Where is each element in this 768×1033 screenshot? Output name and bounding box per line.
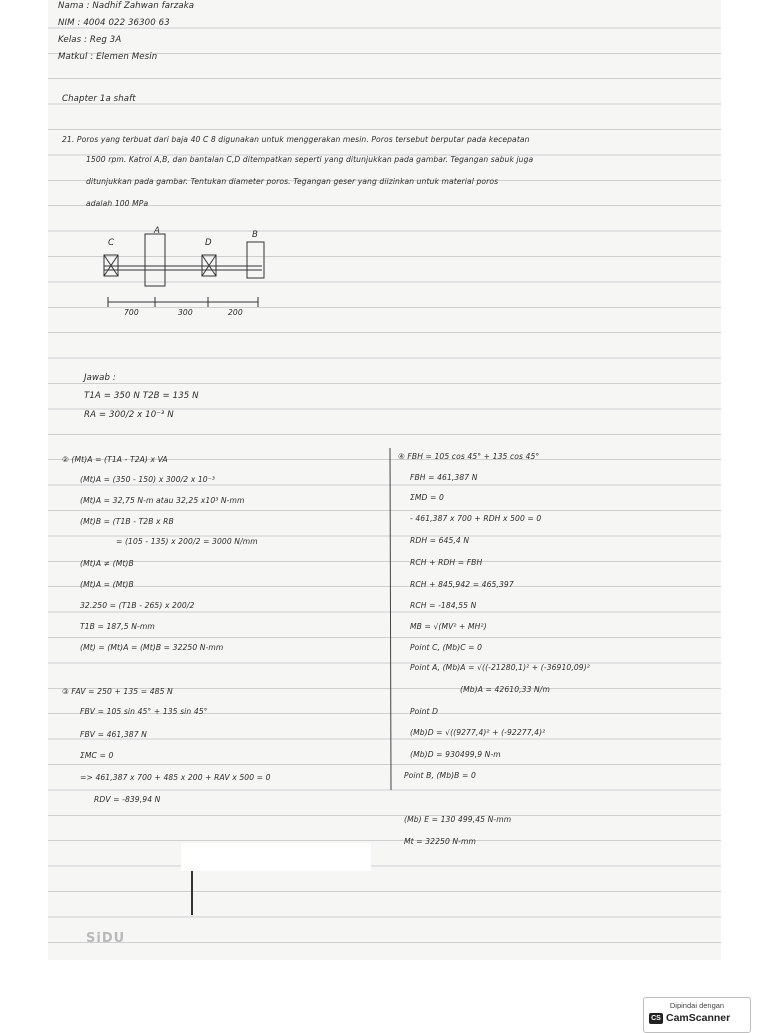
right-line: RCH + RDH = FBH xyxy=(410,558,483,567)
problem-line-2: 1500 rpm. Katrol A,B, dan bantalan C,D ditempatkan seperti yang ditunjukkan pada gambar. Tegangan sabuk juga xyxy=(86,155,534,164)
problem-line-4: adalah 100 MPa xyxy=(86,199,149,208)
left-line: (Mt)A = (350 - 150) x 300/2 x 10⁻³ xyxy=(80,475,215,484)
camscanner-logo-icon: CS xyxy=(649,1013,663,1024)
right-line: RCH + 845,942 = 465,397 xyxy=(410,580,514,589)
right-line: RCH = -184,55 N xyxy=(410,601,477,610)
left-line: (Mt)A = 32,75 N-m atau 32,25 x10³ N-mm xyxy=(80,496,245,505)
right-line: ④ FBH = 105 cos 45° + 135 cos 45° xyxy=(398,452,540,461)
right-line: RDH = 645,4 N xyxy=(410,536,470,545)
left-line: (Mt)A ≠ (Mt)B xyxy=(80,559,134,568)
right-line: (Mb)A = 42610,33 N/m xyxy=(460,685,550,694)
tension-values: T1A = 350 N T2B = 135 N xyxy=(84,391,199,401)
right-line: FBH = 461,387 N xyxy=(410,473,478,482)
left-line: RDV = -839,94 N xyxy=(94,795,161,804)
left-line: ③ FAV = 250 + 135 = 485 N xyxy=(62,687,173,696)
label-d: D xyxy=(205,238,212,248)
left-line: (Mt) = (Mt)A = (Mt)B = 32250 N-mm xyxy=(80,643,224,652)
scanner-badge xyxy=(643,997,751,1033)
answer-label: Jawab : xyxy=(84,373,116,383)
scanner-name: CamScanner xyxy=(666,1012,731,1024)
right-line: Point B, (Mb)B = 0 xyxy=(404,771,476,780)
right-line: - 461,387 x 700 + RDH x 500 = 0 xyxy=(410,514,542,523)
dim-300: 300 xyxy=(178,308,193,317)
right-line: Point A, (Mb)A = √((-21280,1)² + (-36910,09)² xyxy=(410,663,590,672)
dim-200: 200 xyxy=(228,308,243,317)
right-line: (Mb)D = √((9277,4)² + (-92277,4)² xyxy=(410,728,546,737)
left-line: => 461,387 x 700 + 485 x 200 + RAV x 500 = 0 xyxy=(80,773,271,782)
dim-700: 700 xyxy=(124,308,139,317)
left-line: ② (Mt)A = (T1A - T2A) x VA xyxy=(62,455,168,464)
right-line: MB = √(MV² + MH²) xyxy=(410,622,487,631)
chapter-title: Chapter 1a shaft xyxy=(62,94,136,104)
student-name: Nama : Nadhif Zahwan farzaka xyxy=(58,1,195,11)
notebook-brand: SiDU xyxy=(86,931,126,946)
course-name: Matkul : Elemen Mesin xyxy=(58,52,158,62)
left-line: T1B = 187,5 N-mm xyxy=(80,622,155,631)
left-line: (Mt)A = (Mt)B xyxy=(80,580,134,589)
right-line: ΣMD = 0 xyxy=(410,493,444,502)
right-line: Point C, (Mb)C = 0 xyxy=(410,643,483,652)
blank-strip xyxy=(181,843,371,871)
student-class: Kelas : Reg 3A xyxy=(58,35,122,45)
right-line: Point D xyxy=(410,707,439,716)
scanner-caption: Dipindai dengan xyxy=(669,1001,725,1010)
left-line: FBV = 105 sin 45° + 135 sin 45° xyxy=(80,707,208,716)
problem-line-3: ditunjukkan pada gambar. Tentukan diameter poros. Tegangan geser yang diizinkan untuk material poros xyxy=(86,177,499,186)
left-line: FBV = 461,387 N xyxy=(80,730,147,739)
left-line: (Mt)B = (T1B - T2B x RB xyxy=(80,517,174,526)
right-line: (Mb) E = 130 499,45 N-mm xyxy=(404,815,512,824)
label-c: C xyxy=(108,238,115,248)
student-nim: NIM : 4004 022 36300 63 xyxy=(58,18,170,28)
pen-mark xyxy=(191,871,193,915)
label-a: A xyxy=(154,226,160,236)
right-line: Mt = 32250 N-mm xyxy=(404,837,477,846)
label-b: B xyxy=(252,230,258,240)
right-line: (Mb)D = 930499,9 N-m xyxy=(410,750,501,759)
radius-a: RA = 300/2 x 10⁻³ N xyxy=(84,410,174,420)
left-line: 32.250 = (T1B - 265) x 200/2 xyxy=(80,601,195,610)
left-line: = (105 - 135) x 200/2 = 3000 N/mm xyxy=(116,537,258,546)
left-line: ΣMC = 0 xyxy=(80,751,114,760)
problem-line-1: 21. Poros yang terbuat dari baja 40 C 8 digunakan untuk menggerakan mesin. Poros tersebut berputar pada kecepatan xyxy=(62,135,530,144)
